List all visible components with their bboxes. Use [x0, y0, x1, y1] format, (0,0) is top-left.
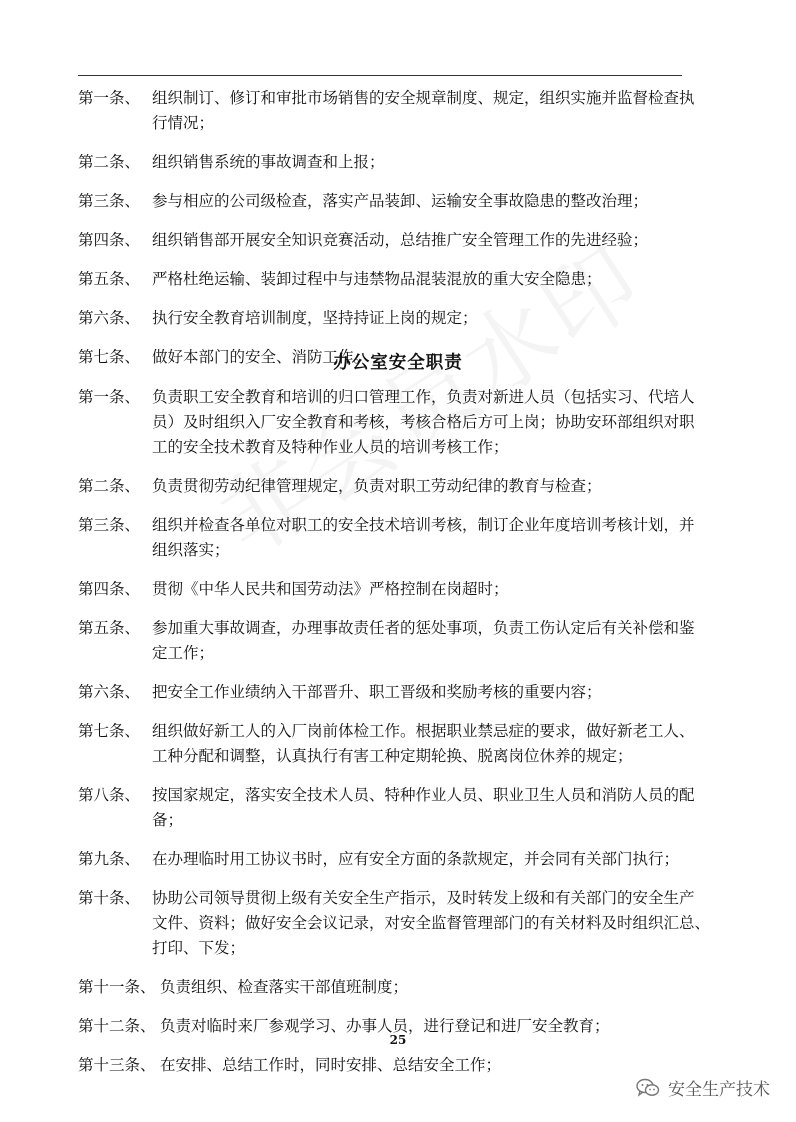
clause-line: 按国家规定，落实安全技术人员、特种作业人员、职业卫生人员和消防人员的配 [152, 786, 695, 804]
clause-number: 第六条、 [78, 683, 141, 701]
clause-text [152, 886, 718, 961]
wechat-icon [636, 1078, 660, 1098]
clause-line: 在安排、总结工作时，同时安排、总结安全工作； [160, 1056, 502, 1074]
clause-line: 组织落实； [152, 541, 230, 559]
clause-text [152, 680, 718, 705]
clause-line: 参与相应的公司级检查，落实产品装卸、运输安全事故隐患的整改治理； [152, 192, 649, 210]
clause-line: 定工作； [152, 644, 215, 662]
clause-line: 执行安全教育培训制度，坚持持证上岗的规定； [152, 309, 478, 327]
clause-text [152, 86, 718, 136]
clause-number: 第五条、 [78, 619, 141, 637]
clause-line: 备； [152, 811, 184, 829]
clause-text [152, 616, 718, 666]
clause-line: 负责职工安全教育和培训的归口管理工作，负责对新进人员（包括实习、代培人 [152, 388, 695, 406]
clause-number: 第三条、 [78, 516, 141, 534]
clause-number: 第十三条、 [78, 1056, 156, 1074]
brand-footer [636, 1075, 770, 1100]
clause-line: 组织销售部开展安全知识竞赛活动，总结推广安全管理工作的先进经验； [152, 231, 649, 249]
clause-text [152, 306, 718, 331]
clause-text [152, 385, 718, 460]
clause-line: 在办理临时用工协议书时，应有安全方面的条款规定，并会同有关部门执行； [152, 850, 680, 868]
clause-line: 严格杜绝运输、装卸过程中与违禁物品混装混放的重大安全隐患； [152, 270, 602, 288]
clause-number: 第二条、 [78, 477, 141, 495]
clause-line: 负责贯彻劳动纪律管理规定，负责对职工劳动纪律的教育与检查； [152, 477, 602, 495]
clause-number: 第七条、 [78, 348, 141, 366]
page-number: 25 [389, 1033, 407, 1047]
clause-number: 第二条、 [78, 153, 141, 171]
clause-number: 第十二条、 [78, 1017, 156, 1035]
clause-number: 第三条、 [78, 192, 141, 210]
clause-text [152, 150, 718, 175]
clause-line: 做好本部门的安全、消防工作。 [152, 348, 370, 366]
clause-number: 第四条、 [78, 231, 141, 249]
header-rule [78, 75, 682, 76]
section-heading: 办公室安全职责 [333, 353, 463, 373]
clause-number: 第八条、 [78, 786, 141, 804]
clause-number: 第七条、 [78, 722, 141, 740]
clause-text [152, 228, 718, 253]
clause-line: 把安全工作业绩纳入干部晋升、职工晋级和奖励考核的重要内容； [152, 683, 602, 701]
clause-number: 第十条、 [78, 889, 141, 907]
clause-line: 负责组织、检查落实干部值班制度； [160, 978, 409, 996]
clause-number: 第四条、 [78, 580, 141, 598]
clause-line: 组织制订、修订和审批市场销售的安全规章制度、规定，组织实施并监督检查执 [152, 89, 695, 107]
clause-number: 第九条、 [78, 850, 141, 868]
clause-line: 负责对临时来厂参观学习、办事人员，进行登记和进厂安全教育； [160, 1017, 610, 1035]
clause-line: 协助公司领导贯彻上级有关安全生产指示，及时转发上级和有关部门的安全生产 [152, 889, 695, 907]
clause-number: 第十一条、 [78, 978, 156, 996]
clause-number: 第一条、 [78, 89, 141, 107]
clause-text [152, 474, 718, 499]
clause-line: 组织销售系统的事故调查和上报； [152, 153, 385, 171]
clause-line: 工种分配和调整，认真执行有害工种定期轮换、脱离岗位休养的规定； [152, 747, 633, 765]
clause-number: 第一条、 [78, 388, 141, 406]
clause-line: 打印、下发； [152, 939, 246, 957]
clause-text [152, 719, 718, 769]
clause-line: 文件、资料；做好安全会议记录，对安全监督管理部门的有关材料及时组织汇总、 [152, 914, 711, 932]
clause-line: 贯彻《中华人民共和国劳动法》严格控制在岗超时； [152, 580, 509, 598]
clause-text [152, 513, 718, 563]
clause-text [160, 975, 726, 1000]
clause-number: 第五条、 [78, 270, 141, 288]
clause-text [152, 847, 718, 872]
clause-line: 行情况； [152, 114, 215, 132]
clause-text [152, 783, 718, 833]
clause-line: 组织并检查各单位对职工的安全技术培训考核，制订企业年度培训考核计划，并 [152, 516, 695, 534]
clause-number: 第六条、 [78, 309, 141, 327]
clause-line: 组织做好新工人的入厂岗前体检工作。根据职业禁忌症的要求，做好新老工人、 [152, 722, 695, 740]
brand-name: 安全生产技术 [668, 1080, 770, 1100]
clause-line: 参加重大事故调查，办理事故责任者的惩处事项，负责工伤认定后有关补偿和鉴 [152, 619, 695, 637]
clause-text [152, 267, 718, 292]
clause-line: 员）及时组织入厂安全教育和考核，考核合格后方可上岗；协助安环部组织对职 [152, 413, 695, 431]
clause-text [152, 577, 718, 602]
clause-line: 工的安全技术教育及特种作业人员的培训考核工作； [152, 438, 509, 456]
clause-text [152, 189, 718, 214]
